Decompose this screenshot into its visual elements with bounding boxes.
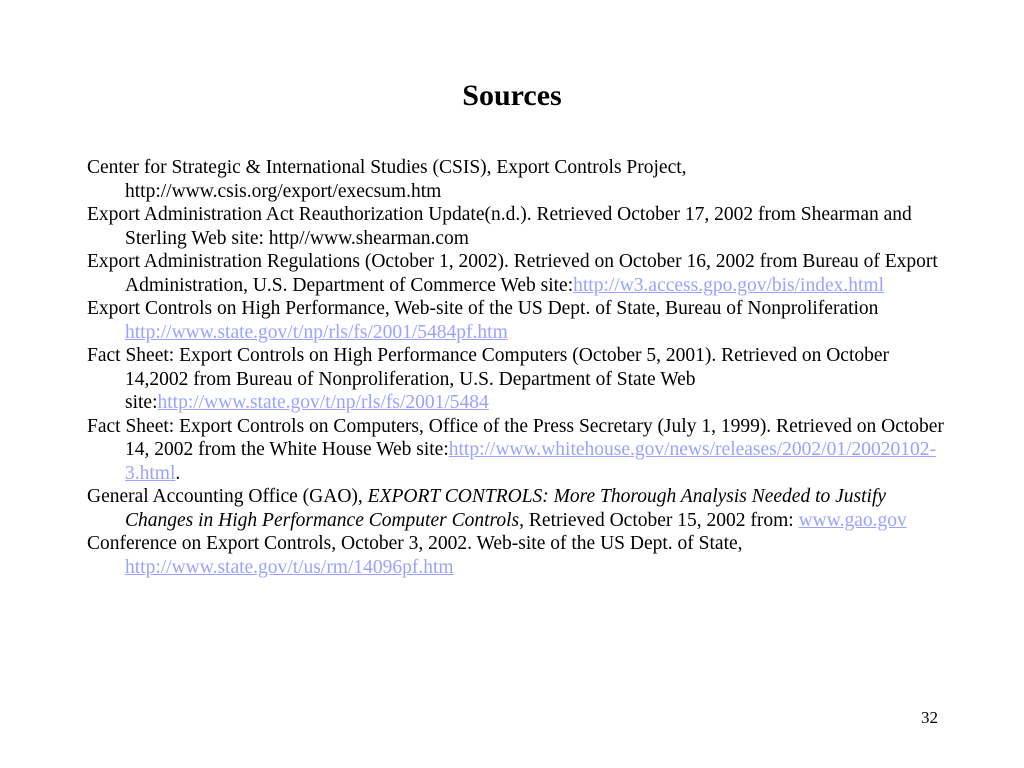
source-link[interactable]: http://www.whitehouse.gov/news/releases/2002/01/20020102-3.html	[125, 439, 937, 484]
source-text: Center for Strategic & International Studies (CSIS), Export Controls Project, http://www.csis.org/export/execsum.htm	[87, 157, 687, 202]
source-link[interactable]: http://www.state.gov/t/np/rls/fs/2001/5484	[157, 392, 489, 413]
source-entry-state-hpc	[87, 297, 947, 344]
source-link[interactable]: http://w3.access.gpo.gov/bis/index.html	[573, 274, 885, 296]
page-title: Sources	[462, 79, 562, 112]
page-number: 32	[921, 708, 938, 727]
source-text: Fact Sheet: Export Controls on Computers, Office of the Press Secretary (July 1, 1999). Retrieved on October 14, 2002 from the White House Web site:	[87, 415, 944, 460]
source-entry-conference	[87, 532, 947, 579]
source-text-2: Retrieved October 15, 2002 from:	[524, 509, 799, 531]
source-text-end: .	[175, 462, 181, 484]
source-text: Export Administration Act Reauthorization Update(n.d.). Retrieved October 17, 2002 from Shearman and Sterling Web site: http//www.shearman.com	[87, 204, 912, 249]
sources-list	[87, 156, 947, 579]
source-entry-csis	[87, 156, 947, 203]
source-entry-fact-sheet-hpc	[87, 344, 947, 415]
source-italic-title: EXPORT CONTROLS: More Thorough Analysis Needed to Justify Changes in High Performance Computer Controls,	[125, 486, 887, 531]
source-entry-shearman	[87, 203, 947, 250]
source-text: Conference on Export Controls, October 3, 2002. Web-site of the US Dept. of State,	[87, 533, 743, 554]
source-text: Fact Sheet: Export Controls on High Performance Computers (October 5, 2001). Retrieved on October 14,2002 from Bureau of Nonproliferation, U.S. Department of State Web site:	[87, 345, 890, 413]
source-link[interactable]: http://www.state.gov/t/np/rls/fs/2001/5484pf.htm	[125, 321, 508, 343]
source-link[interactable]: http://www.state.gov/t/us/rm/14096pf.htm	[125, 556, 454, 578]
source-text: General Accounting Office (GAO),	[87, 486, 368, 507]
source-entry-fact-sheet-computers	[87, 415, 947, 486]
source-entry-ear	[87, 250, 947, 297]
source-entry-gao	[87, 485, 947, 532]
source-text: Export Controls on High Performance, Web-site of the US Dept. of State, Bureau of Nonproliferation	[87, 298, 879, 319]
source-link[interactable]: www.gao.gov	[798, 509, 907, 531]
source-text: Export Administration Regulations (October 1, 2002). Retrieved on October 16, 2002 from Bureau of Export Administration, U.S. Department of Commerce Web site:	[87, 251, 938, 296]
